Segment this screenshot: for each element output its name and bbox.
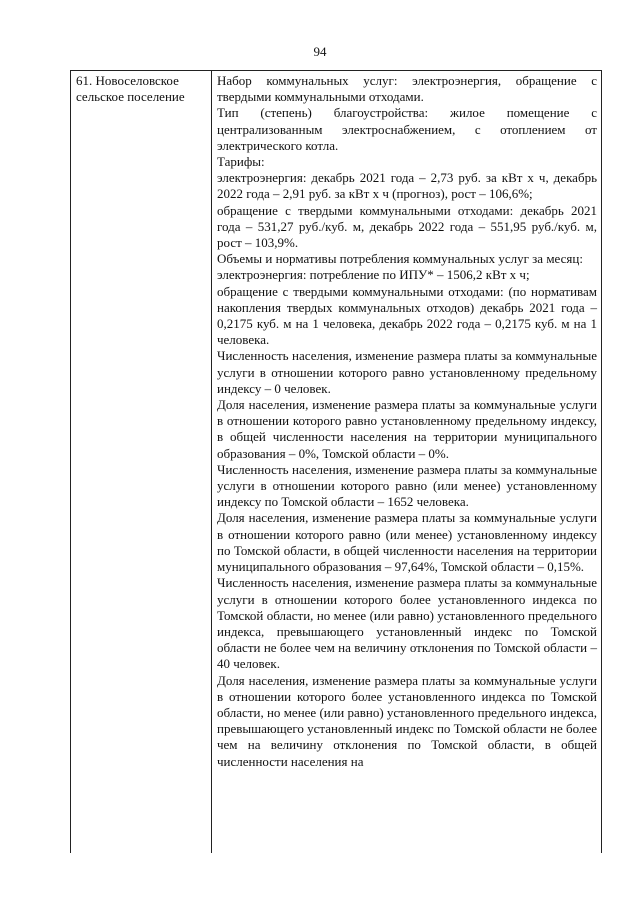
paragraph-share-equal-limit: Доля населения, изменение размера платы за коммунальные услуги в отношении которого равно установленному предельному индексу, в общей численности населения на территории муниципального образования – 0%, Томской области – 0%. (217, 397, 597, 461)
paragraph-waste-volume: обращение с твердыми коммунальными отходами: (по нормативам накопления твердых коммунальных отходов) декабрь 2021 года – 0,2175 куб. м на 1 человека, декабрь 2022 года – 0,2175 куб. м на 1 человека. (217, 283, 597, 348)
paragraph-housing-type: Тип (степень) благоустройства: жилое помещение с централизованным электроснабжением, с отоплением от электрического котла. (217, 105, 597, 153)
paragraph-electricity-tariff: электроэнергия: декабрь 2021 года – 2,73 руб. за кВт х ч, декабрь 2022 года – 2,91 руб. за кВт х ч (прогноз), рост – 106,6%; (217, 170, 597, 202)
paragraph-population-above-index: Численность населения, изменение размера платы за коммунальные услуги в отношении которого более установленного индекса по Томской области, но менее (или равно) установленного предельного индекса, превышающего установленный индекс по Томской области не более чем на величину отклонения по Томской области – 40 человек. (217, 575, 597, 672)
paragraph-waste-tariff: обращение с твердыми коммунальными отходами: декабрь 2021 года – 531,27 руб./куб. м, декабрь 2022 года – 551,95 руб./куб. м, рост – 103,9%. (217, 202, 597, 251)
description-cell (212, 71, 601, 853)
page-number: 94 (313, 44, 327, 59)
paragraph-share-below-index: Доля населения, изменение размера платы за коммунальные услуги в отношении которого равно (или менее) установленному индексу по Томской области, в общей численности населения на территории муниципального образования – 97,64%, Томской области – 0,15%. (217, 510, 597, 575)
paragraph-volumes-heading: Объемы и нормативы потребления коммунальных услуг за месяц: (217, 251, 583, 267)
data-table (70, 70, 602, 853)
paragraph-population-equal-limit: Численность населения, изменение размера платы за коммунальные услуги в отношении которого равно установленному предельному индексу – 0 человек. (217, 348, 597, 396)
paragraph-electricity-volume: электроэнергия: потребление по ИПУ* – 1506,2 кВт х ч; (217, 267, 530, 283)
paragraph-tariffs-heading: Тарифы: (217, 154, 265, 170)
paragraph-population-below-index: Численность населения, изменение размера платы за коммунальные услуги в отношении которого равно (или менее) установленному индексу по Томской области – 1652 человека. (217, 461, 597, 510)
paragraph-share-above-index: Доля населения, изменение размера платы за коммунальные услуги в отношении которого более установленного индекса по Томской области, но менее (или равно) установленного предельного индекса, превышающего установленный индекс по Томской области не более чем на величину отклонения по Томской области, в общей численности населения на (217, 672, 597, 769)
paragraph-services: Набор коммунальных услуг: электроэнергия, обращение с твердыми коммунальными отходами. (217, 73, 597, 105)
municipality-name: 61. Новоселовское сельское поселение (76, 73, 185, 104)
municipality-cell (71, 71, 212, 853)
